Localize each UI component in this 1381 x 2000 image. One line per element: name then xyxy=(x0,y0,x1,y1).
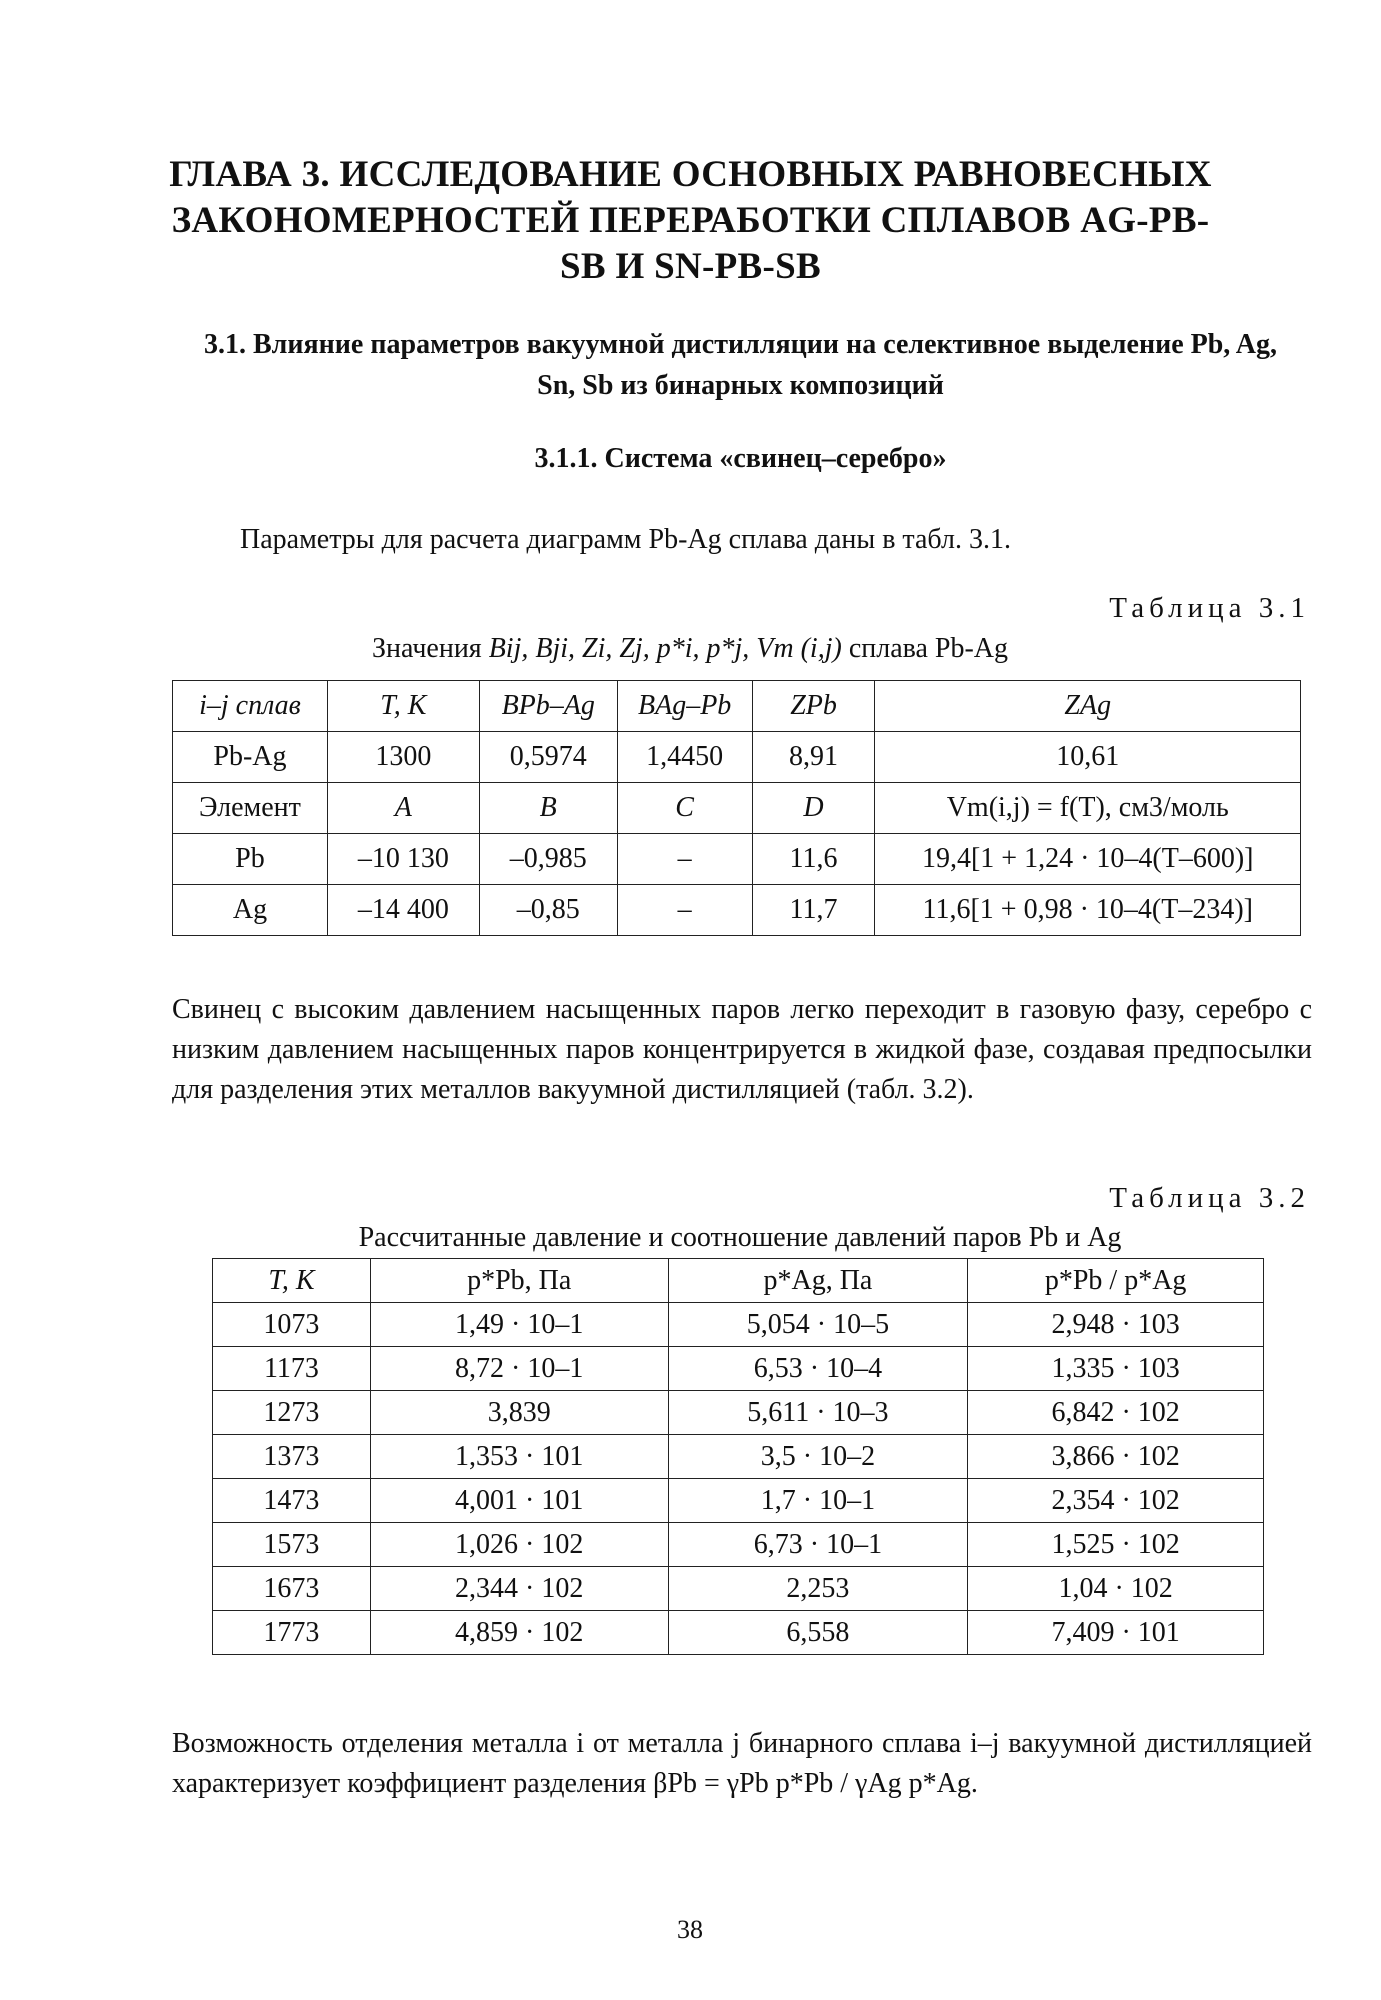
table1-title-vars: Bij, Bji, Zi, Zj, p*i, p*j, Vm (i,j) xyxy=(488,633,842,664)
table2-cell: 1573 xyxy=(213,1523,371,1567)
table1-header-cell: T, K xyxy=(327,681,479,732)
table1-cell: –14 400 xyxy=(327,885,479,936)
table1-header-cell: Элемент xyxy=(173,783,328,834)
table-row xyxy=(213,1479,1264,1523)
table2-cell: 2,253 xyxy=(668,1567,968,1611)
table1-cell: – xyxy=(617,834,752,885)
paragraph-1: Свинец с высоким давлением насыщенных паров легко переходит в газовую фазу, серебро с низким давлением насыщенных паров концентрируется в жидкой фазе, создавая предпосылки для разделения этих металлов вакуумной дистилляцией (табл. 3.2). xyxy=(172,994,1312,1105)
section-title: 3.1. Влияние параметров вакуумной дистилляции на селективное выделение Pb, Ag, Sn, Sb из бинарных композиций xyxy=(204,329,1277,401)
table2-cell: 6,73 · 10–1 xyxy=(668,1523,968,1567)
table2-number: Таблица 3.2 xyxy=(1109,1182,1310,1214)
table2-cell: 2,354 · 102 xyxy=(968,1479,1264,1523)
table1-cell: –10 130 xyxy=(327,834,479,885)
table2-header-cell: p*Pb / p*Ag xyxy=(968,1259,1264,1303)
table1-header-row xyxy=(173,783,1301,834)
table-row xyxy=(213,1303,1264,1347)
table2-header-row xyxy=(213,1259,1264,1303)
table1-element-row xyxy=(173,834,1301,885)
table1-data-row xyxy=(173,732,1301,783)
intro-paragraph: Параметры для расчета диаграмм Pb-Ag сплава даны в табл. 3.1. xyxy=(240,524,1011,555)
table-row xyxy=(213,1435,1264,1479)
table-3-1 xyxy=(172,680,1301,936)
page-number: 38 xyxy=(677,1915,703,1944)
table2-cell: 6,842 · 102 xyxy=(968,1391,1264,1435)
table1-cell: 1,4450 xyxy=(617,732,752,783)
table2-cell: 5,611 · 10–3 xyxy=(668,1391,968,1435)
chapter-title: ГЛАВА 3. ИССЛЕДОВАНИЕ ОСНОВНЫХ РАВНОВЕСНЫХ ЗАКОНОМЕРНОСТЕЙ ПЕРЕРАБОТКИ СПЛАВОВ AG-PB-SB И SN-PB-SB xyxy=(169,154,1212,287)
table2-cell: 6,558 xyxy=(668,1611,968,1655)
table2-cell: 8,72 · 10–1 xyxy=(370,1347,668,1391)
table2-cell: 4,001 · 101 xyxy=(370,1479,668,1523)
table1-cell: 0,5974 xyxy=(479,732,617,783)
table1-cell: 10,61 xyxy=(875,732,1301,783)
table1-element-row xyxy=(173,885,1301,936)
table1-cell: –0,85 xyxy=(479,885,617,936)
table1-cell: 11,6[1 + 0,98 · 10–4(T–234)] xyxy=(875,885,1301,936)
table2-header-cell: T, K xyxy=(213,1259,371,1303)
table1-header-cell: A xyxy=(327,783,479,834)
table2-cell: 5,054 · 10–5 xyxy=(668,1303,968,1347)
table2-cell: 1,353 · 101 xyxy=(370,1435,668,1479)
table2-cell: 1373 xyxy=(213,1435,371,1479)
table1-header-cell: i–j сплав xyxy=(173,681,328,732)
table1-cell: Pb xyxy=(173,834,328,885)
table1-number: Таблица 3.1 xyxy=(1109,592,1310,624)
table1-header-cell: ZPb xyxy=(752,681,875,732)
table2-cell: 1,525 · 102 xyxy=(968,1523,1264,1567)
table2-cell: 1173 xyxy=(213,1347,371,1391)
table2-cell: 3,866 · 102 xyxy=(968,1435,1264,1479)
table2-cell: 1,026 · 102 xyxy=(370,1523,668,1567)
table2-cell: 1,49 · 10–1 xyxy=(370,1303,668,1347)
table1-cell: 1300 xyxy=(327,732,479,783)
table2-cell: 1,04 · 102 xyxy=(968,1567,1264,1611)
table1-title-prefix: Значения xyxy=(372,633,482,664)
table1-cell: Ag xyxy=(173,885,328,936)
table1-header-cell: BAg–Pb xyxy=(617,681,752,732)
table1-cell: 11,6 xyxy=(752,834,875,885)
table2-cell: 1073 xyxy=(213,1303,371,1347)
table2-cell: 1,335 · 103 xyxy=(968,1347,1264,1391)
table2-header-cell: p*Pb, Па xyxy=(370,1259,668,1303)
table2-cell: 1773 xyxy=(213,1611,371,1655)
table-row xyxy=(213,1347,1264,1391)
table1-cell: 19,4[1 + 1,24 · 10–4(T–600)] xyxy=(875,834,1301,885)
table2-cell: 4,859 · 102 xyxy=(370,1611,668,1655)
table-row xyxy=(213,1391,1264,1435)
table-3-2 xyxy=(212,1258,1264,1655)
table1-cell: 11,7 xyxy=(752,885,875,936)
table1-header-cell: B xyxy=(479,783,617,834)
table2-cell: 2,344 · 102 xyxy=(370,1567,668,1611)
table2-cell: 1273 xyxy=(213,1391,371,1435)
table2-cell: 2,948 · 103 xyxy=(968,1303,1264,1347)
table2-cell: 7,409 · 101 xyxy=(968,1611,1264,1655)
subsection-title: 3.1.1. Система «свинец–серебро» xyxy=(534,443,947,474)
table1-cell: – xyxy=(617,885,752,936)
table1-cell: 8,91 xyxy=(752,732,875,783)
table1-header-cell: ZAg xyxy=(875,681,1301,732)
table-row xyxy=(213,1611,1264,1655)
table2-cell: 1673 xyxy=(213,1567,371,1611)
table1-cell: –0,985 xyxy=(479,834,617,885)
table2-cell: 1,7 · 10–1 xyxy=(668,1479,968,1523)
table2-header-cell: p*Ag, Па xyxy=(668,1259,968,1303)
table2-cell: 3,839 xyxy=(370,1391,668,1435)
table1-title-suffix: сплава Pb-Ag xyxy=(848,633,1009,664)
table1-cell: Pb-Ag xyxy=(173,732,328,783)
table-row xyxy=(213,1523,1264,1567)
table1-header-cell: C xyxy=(617,783,752,834)
table-row xyxy=(213,1567,1264,1611)
table1-header-cell: D xyxy=(752,783,875,834)
paragraph-2: Возможность отделения металла i от металла j бинарного сплава i–j вакуумной дистилляцией характеризует коэффициент разделения βPb = γPb p*Pb / γAg p*Ag. xyxy=(172,1728,1312,1799)
table1-header-cell: Vm(i,j) = f(T), см3/моль xyxy=(875,783,1301,834)
table2-cell: 3,5 · 10–2 xyxy=(668,1435,968,1479)
table2-cell: 6,53 · 10–4 xyxy=(668,1347,968,1391)
table2-cell: 1473 xyxy=(213,1479,371,1523)
table1-header-row xyxy=(173,681,1301,732)
table2-title: Рассчитанные давление и соотношение давлений паров Pb и Ag xyxy=(358,1222,1122,1253)
table1-title xyxy=(372,633,1008,665)
table1-header-cell: BPb–Ag xyxy=(479,681,617,732)
